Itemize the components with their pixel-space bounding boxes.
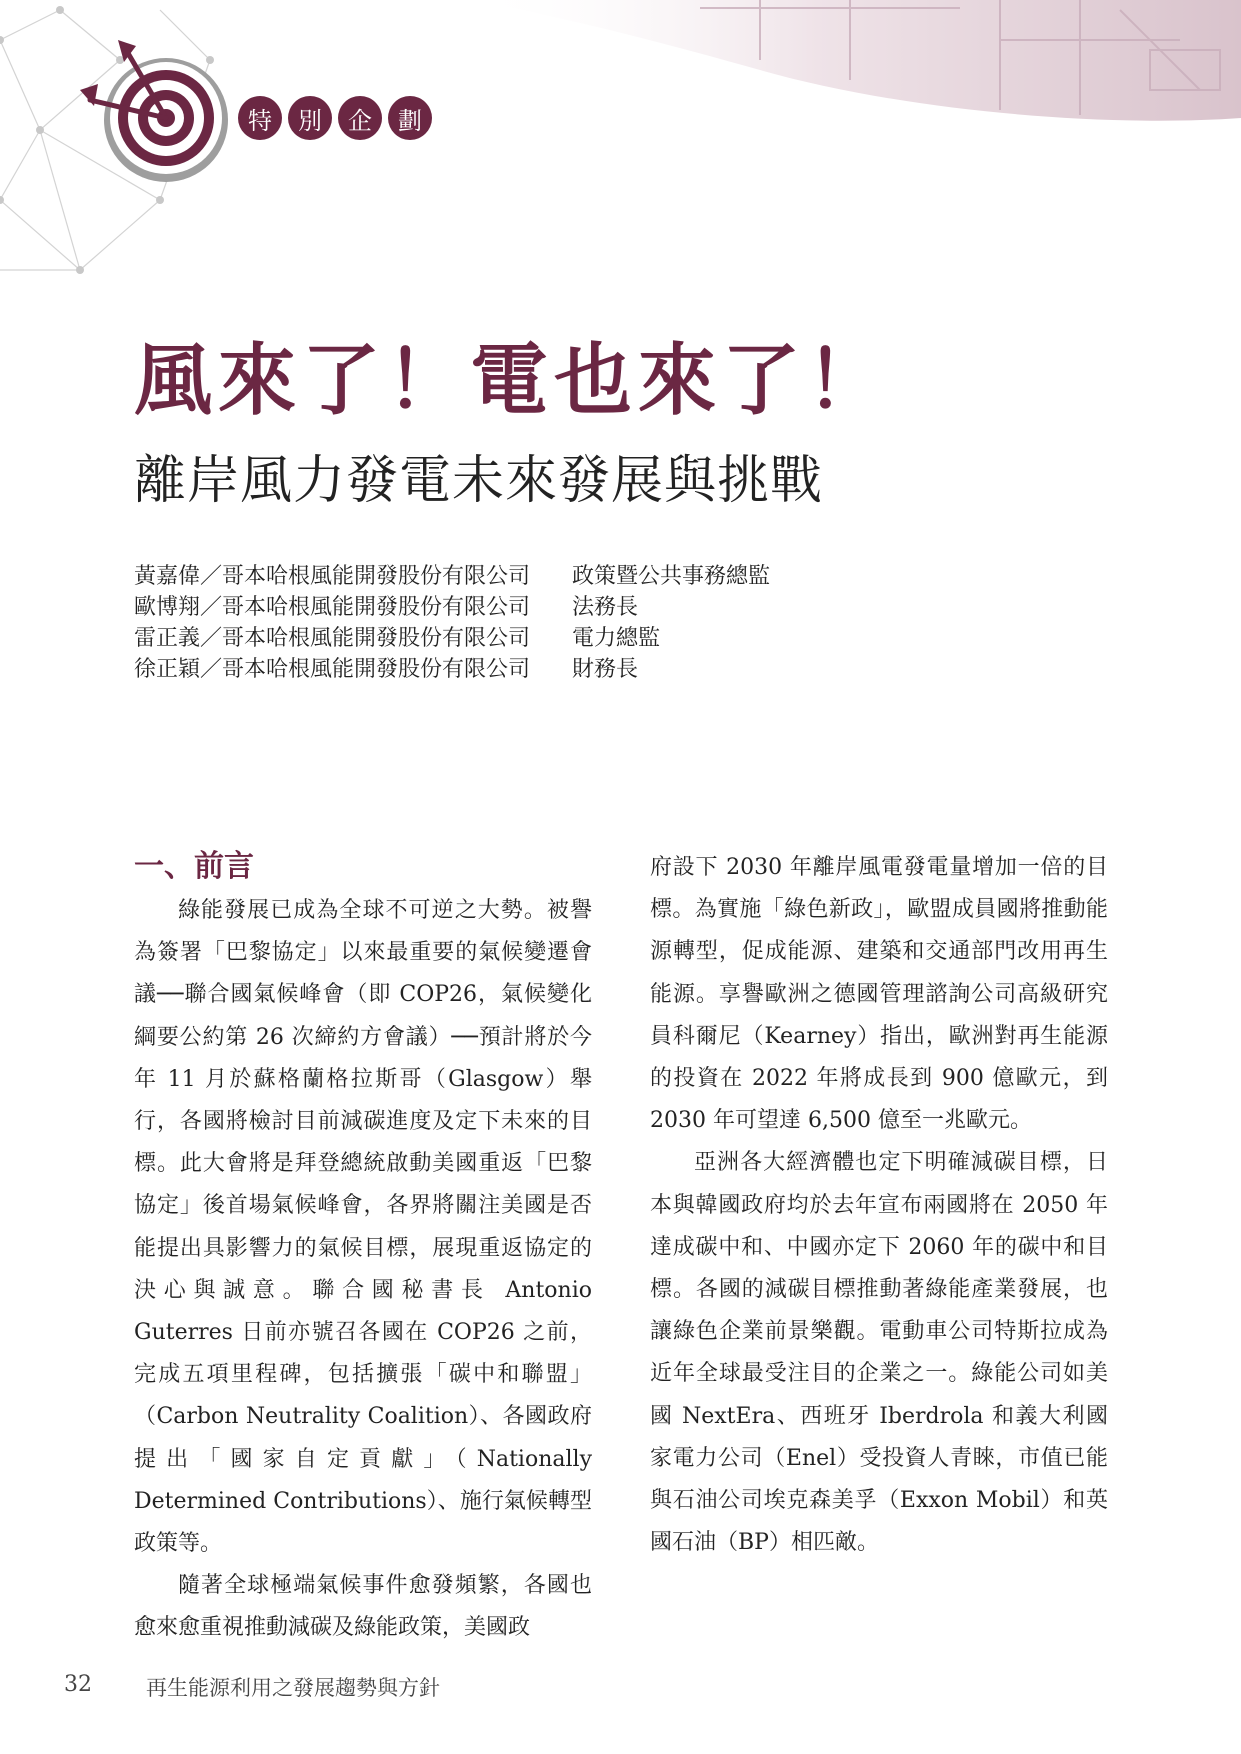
article-column-left	[134, 845, 592, 1650]
article-title: 風來了！電也來了！	[134, 336, 891, 426]
author-line	[134, 561, 770, 592]
author-line	[134, 592, 770, 623]
author-line	[134, 623, 770, 654]
author-role: 電力總監	[572, 626, 661, 651]
publication-title: 再生能源利用之發展趨勢與方針	[146, 1676, 440, 1700]
body-paragraph: 隨著全球極端氣候事件愈發頻繁，各國也愈來愈重視推動減碳及綠能政策，美國政	[134, 1573, 592, 1641]
author-org: 雷正義／哥本哈根風能開發股份有限公司	[134, 626, 531, 651]
page-number: 32	[64, 1672, 92, 1697]
body-paragraph: 綠能發展已成為全球不可逆之大勢。被譽為簽署「巴黎協定」以來最重要的氣候變遷會議──聯合國氣候峰會（即 COP26，氣候變化綱要公約第 26 次締約方會議）──預計將於今年 11 月於蘇格蘭格拉斯哥（Glasgow）舉行，各國將檢討目前減碳進度及定下未來的目標。此大會將是拜登總統啟動美國重返「巴黎協定」後首場氣候峰會，各界將關注美國是否能提出具影響力的氣候目標，展現重返協定的決心與誠意。聯合國秘書長 Antonio Guterres 日前亦號召各國在 COP26 之前，完成五項里程碑，包括擴張「碳中和聯盟」（Carbon Neutrality Coalition）、各國政府提出「國家自定貢獻」（Nationally Determined Contributions）、施行氣候轉型政策等。	[134, 898, 592, 1557]
author-org: 黃嘉偉／哥本哈根風能開發股份有限公司	[134, 564, 531, 589]
author-line	[134, 654, 770, 685]
special-feature-tag	[238, 96, 432, 140]
author-role: 財務長	[572, 657, 639, 682]
section-heading: 一、前言	[134, 849, 254, 884]
body-paragraph: 亞洲各大經濟體也定下明確減碳目標，日本與韓國政府均於去年宣布兩國將在 2050 年達成碳中和、中國亦定下 2060 年的碳中和目標。各國的減碳目標推動著綠能產業發展，也讓綠色企業前景樂觀。電動車公司特斯拉成為近年全球最受注目的企業之一。綠能公司如美國 NextEra、西班牙 Iberdrola 和義大利國家電力公司（Enel）受投資人青睞，市值已能與石油公司埃克森美孚（Exxon Mobil）和英國石油（BP）相匹敵。	[650, 1150, 1108, 1556]
article-subtitle: 離岸風力發電未來發展與挑戰	[134, 451, 824, 511]
author-list	[134, 561, 770, 685]
author-role: 法務長	[572, 595, 639, 620]
tag-char: 劃	[388, 96, 432, 140]
body-paragraph: 府設下 2030 年離岸風電發電量增加一倍的目標。為實施「綠色新政」，歐盟成員國將推動能源轉型，促成能源、建築和交通部門改用再生能源。享譽歐洲之德國管理諮詢公司高級研究員科爾尼（Kearney）指出，歐洲對再生能源的投資在 2022 年將成長到 900 億歐元，到 2030 年可望達 6,500 億至一兆歐元。	[650, 855, 1108, 1134]
page-footer	[0, 1672, 1241, 1712]
article-column-right	[650, 847, 1108, 1564]
author-role: 政策暨公共事務總監	[572, 564, 771, 589]
tag-char: 特	[238, 96, 282, 140]
tag-char: 企	[338, 96, 382, 140]
target-arrow-icon	[80, 40, 230, 190]
author-org: 歐博翔／哥本哈根風能開發股份有限公司	[134, 595, 531, 620]
tag-char: 別	[288, 96, 332, 140]
author-org: 徐正穎／哥本哈根風能開發股份有限公司	[134, 657, 531, 682]
